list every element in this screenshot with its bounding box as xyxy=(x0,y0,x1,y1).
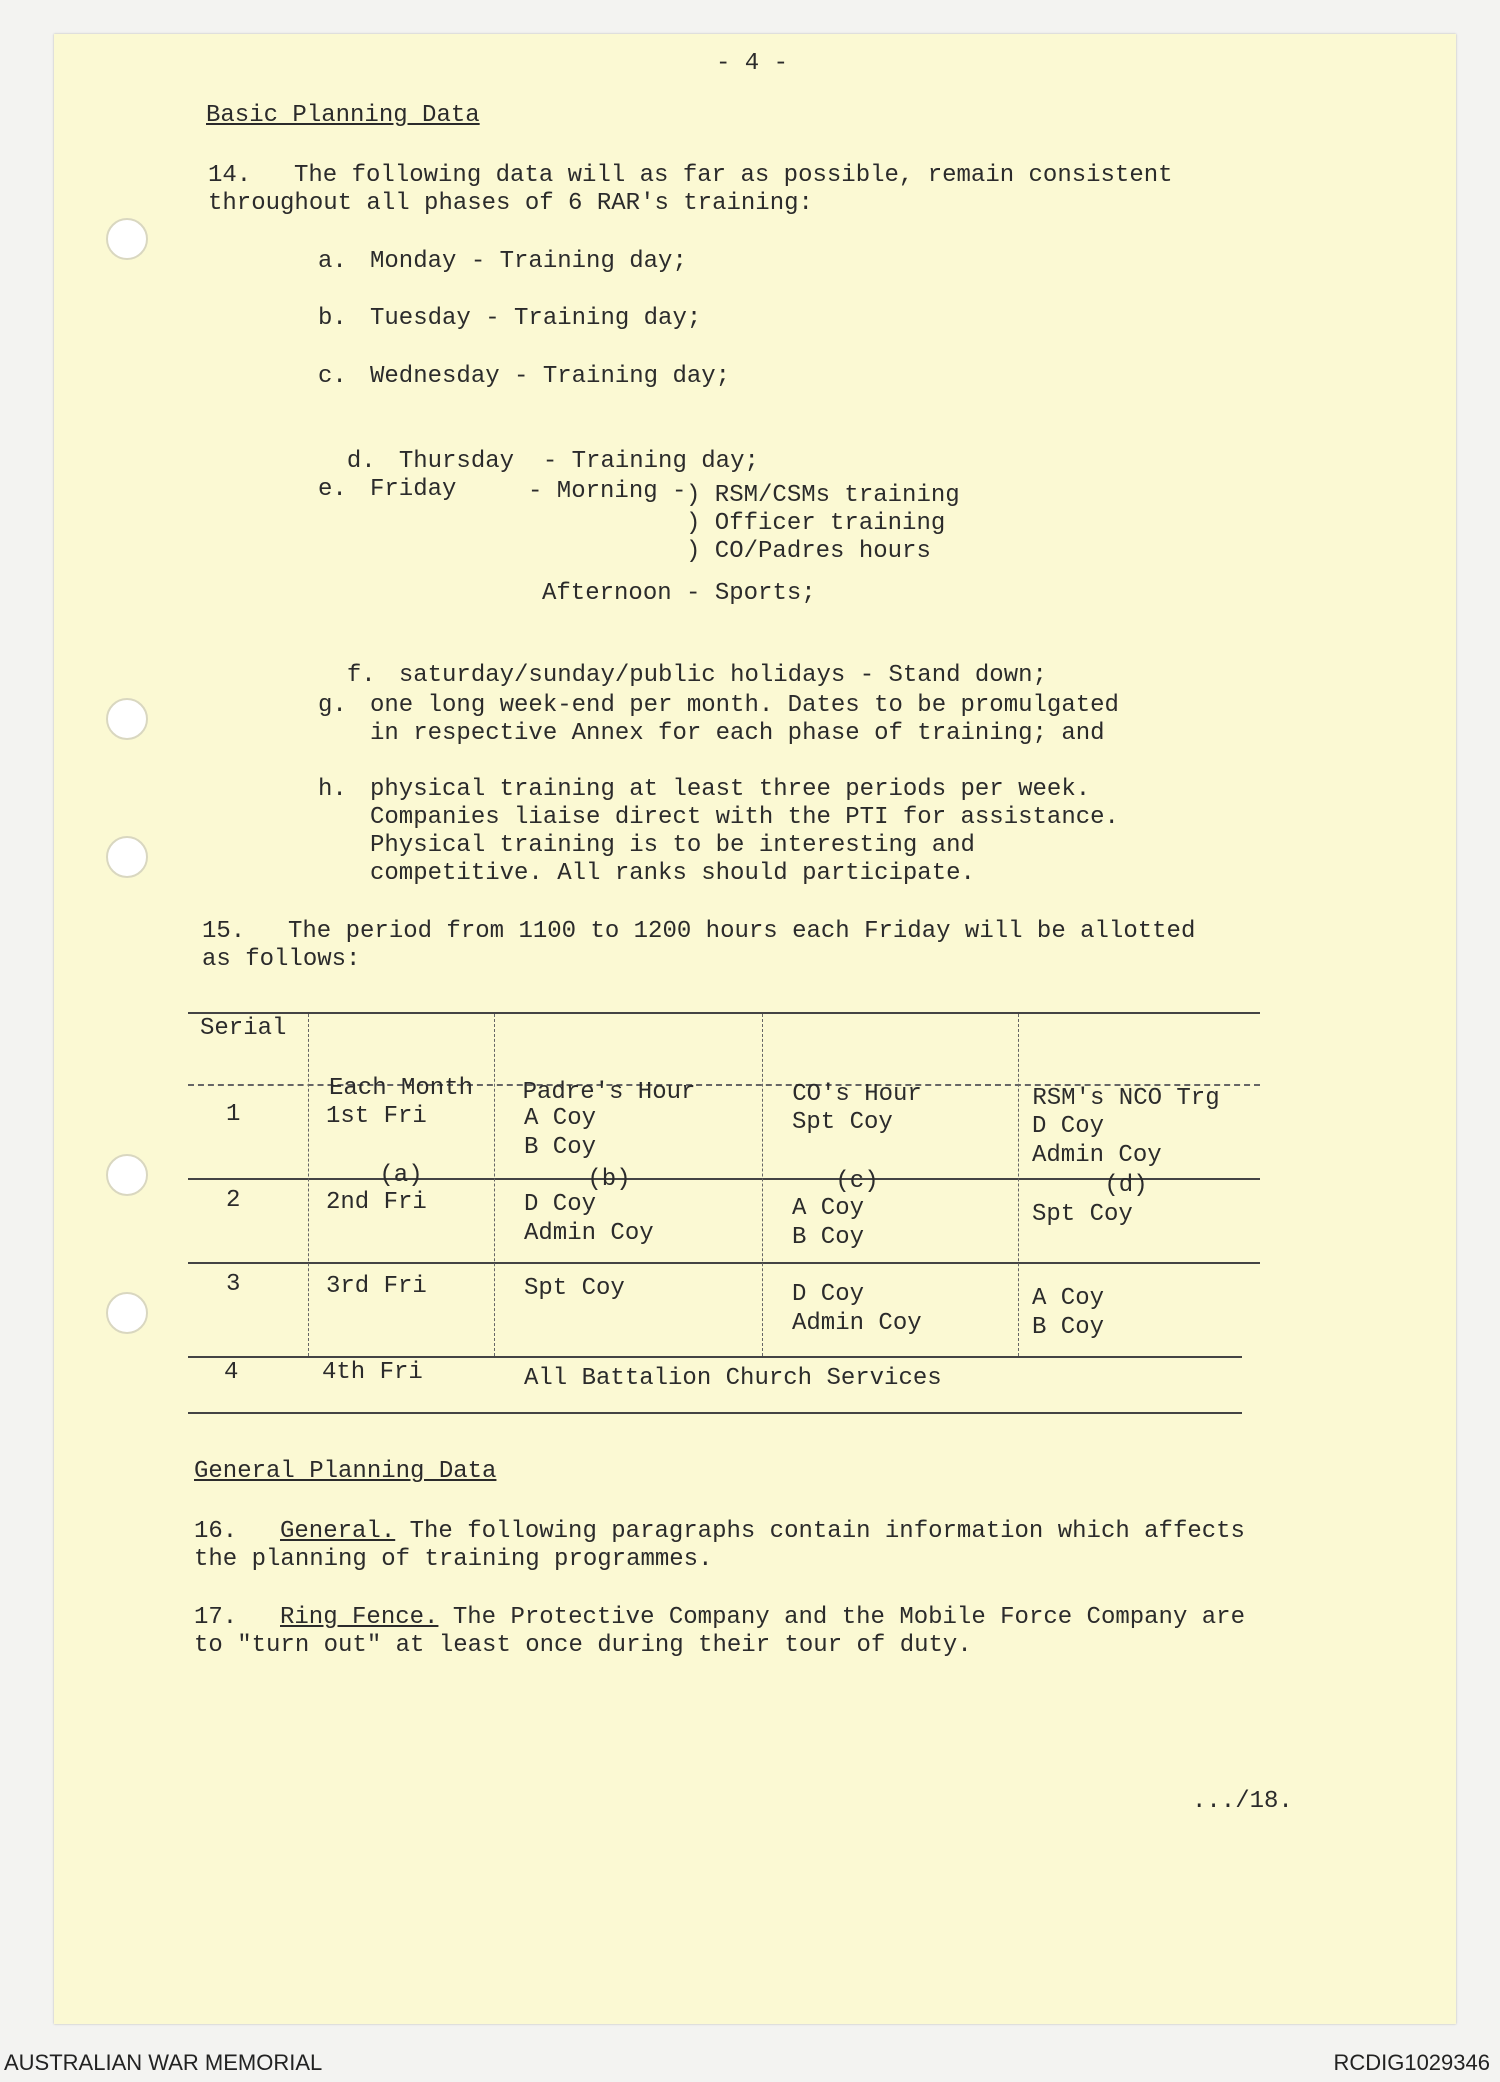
paragraph-16 xyxy=(194,1518,1274,1574)
morning-label: - Morning - xyxy=(528,478,687,505)
friday-morning-item: ) CO/Padres hours xyxy=(686,538,931,565)
footer-right: RCDIG1029346 xyxy=(1333,2050,1490,2075)
list-text: Monday - Training day; xyxy=(370,248,687,275)
list-item-tuesday xyxy=(318,305,701,333)
paragraph-number: 17. xyxy=(194,1604,238,1631)
table-cell-rsm: D Coy Admin Coy xyxy=(1032,1113,1162,1169)
friday-label: Friday xyxy=(370,476,457,503)
table-cell-month: 2nd Fri xyxy=(326,1189,427,1216)
table-rule xyxy=(188,1012,1260,1014)
general-planning-heading: General Planning Data xyxy=(194,1458,497,1485)
list-letter: a. xyxy=(318,248,347,275)
punch-hole xyxy=(106,218,148,260)
table-cell-padre: A Coy B Coy xyxy=(524,1105,597,1161)
list-letter: c. xyxy=(318,363,347,390)
list-text: physical training at least three periods per week. Companies liaise direct with the PTI for assistance. Physical training is to be interesting and competitive. All ranks should participate. xyxy=(370,776,1119,887)
table-cell-month: 1st Fri xyxy=(326,1103,427,1130)
punch-hole xyxy=(106,1292,148,1334)
paragraph-label: Ring Fence. xyxy=(280,1604,439,1631)
table-cell-serial: 4 xyxy=(224,1359,239,1386)
table-cell-month: 3rd Fri xyxy=(326,1273,427,1300)
list-item-h xyxy=(318,776,1198,888)
paragraph-15 xyxy=(202,918,1212,974)
table-rule xyxy=(188,1262,1260,1264)
list-text: Wednesday - Training day; xyxy=(370,363,731,390)
table-cell-span: All Battalion Church Services xyxy=(524,1365,942,1392)
list-letter: f. xyxy=(346,662,376,689)
table-cell-serial: 1 xyxy=(226,1101,241,1128)
table-cell-co: Spt Coy xyxy=(792,1109,893,1136)
friday-morning-item: ) RSM/CSMs training xyxy=(686,482,960,509)
continuation-marker: .../18. xyxy=(1192,1788,1293,1815)
list-letter: g. xyxy=(318,692,347,719)
list-text: one long week-end per month. Dates to be promulgated in respective Annex for each phase of training; and xyxy=(370,692,1119,747)
paragraph-number: 16. xyxy=(194,1518,238,1545)
header-serial: Serial xyxy=(200,1015,287,1042)
list-item-f xyxy=(318,634,1047,690)
paragraph-number: 15. xyxy=(202,918,246,945)
header-sub: (d) xyxy=(1104,1172,1148,1199)
list-letter: d. xyxy=(346,448,376,475)
list-text: Thursday - Training day; xyxy=(398,448,759,475)
list-letter: b. xyxy=(318,305,347,332)
header-title: RSM's NCO Trg xyxy=(1032,1085,1220,1112)
paragraph-14 xyxy=(208,162,1208,218)
basic-planning-heading: Basic Planning Data xyxy=(206,102,480,129)
paragraph-text: The following paragraphs contain information which affects the planning of training programmes. xyxy=(194,1518,1245,1573)
list-item-g xyxy=(318,692,1148,748)
paragraph-label: General. xyxy=(280,1518,396,1545)
punch-hole xyxy=(106,698,148,740)
list-item-wednesday xyxy=(318,363,730,391)
header-title: Each Month xyxy=(328,1075,474,1102)
list-letter: e. xyxy=(318,476,347,503)
table-cell-co: A Coy B Coy xyxy=(792,1195,865,1251)
header-sub: (c) xyxy=(835,1168,879,1195)
header-title: CO's Hour xyxy=(792,1081,922,1108)
table-cell-rsm: A Coy B Coy xyxy=(1032,1285,1105,1341)
list-text: Tuesday - Training day; xyxy=(370,305,702,332)
punch-hole xyxy=(106,1154,148,1196)
table-cell-co: D Coy Admin Coy xyxy=(792,1281,922,1337)
paragraph-text: The Protective Company and the Mobile Force Company are to "turn out" at least once during their tour of duty. xyxy=(194,1604,1245,1659)
list-item-thursday xyxy=(318,420,759,476)
paragraph-17 xyxy=(194,1604,1274,1660)
table-cell-rsm: Spt Coy xyxy=(1032,1201,1133,1228)
afternoon-label: Afternoon - Sports; xyxy=(542,580,816,607)
paragraph-number: 14. xyxy=(208,162,252,189)
table-cell-padre: D Coy Admin Coy xyxy=(524,1191,654,1247)
table-cell-padre: Spt Coy xyxy=(524,1275,625,1302)
paragraph-text: The period from 1100 to 1200 hours each Friday will be allotted as follows: xyxy=(202,918,1196,973)
list-text: saturday/sunday/public holidays - Stand down; xyxy=(398,662,1047,689)
friday-morning-item: ) Officer training xyxy=(686,510,946,537)
table-cell-month: 4th Fri xyxy=(322,1359,423,1386)
table-cell-serial: 3 xyxy=(226,1271,241,1298)
footer-left: AUSTRALIAN WAR MEMORIAL xyxy=(4,2050,323,2075)
header-title: Padre's Hour xyxy=(522,1079,696,1106)
page-number: - 4 - xyxy=(716,50,789,77)
header-sub: (a) xyxy=(379,1162,423,1189)
header-sub: (b) xyxy=(587,1166,631,1193)
paragraph-text: The following data will as far as possible, remain consistent throughout all phases of 6 RAR's training: xyxy=(208,162,1173,217)
list-letter: h. xyxy=(318,776,347,803)
table-cell-serial: 2 xyxy=(226,1187,241,1214)
list-item-monday xyxy=(318,248,687,276)
punch-hole xyxy=(106,836,148,878)
table-rule xyxy=(188,1412,1242,1414)
